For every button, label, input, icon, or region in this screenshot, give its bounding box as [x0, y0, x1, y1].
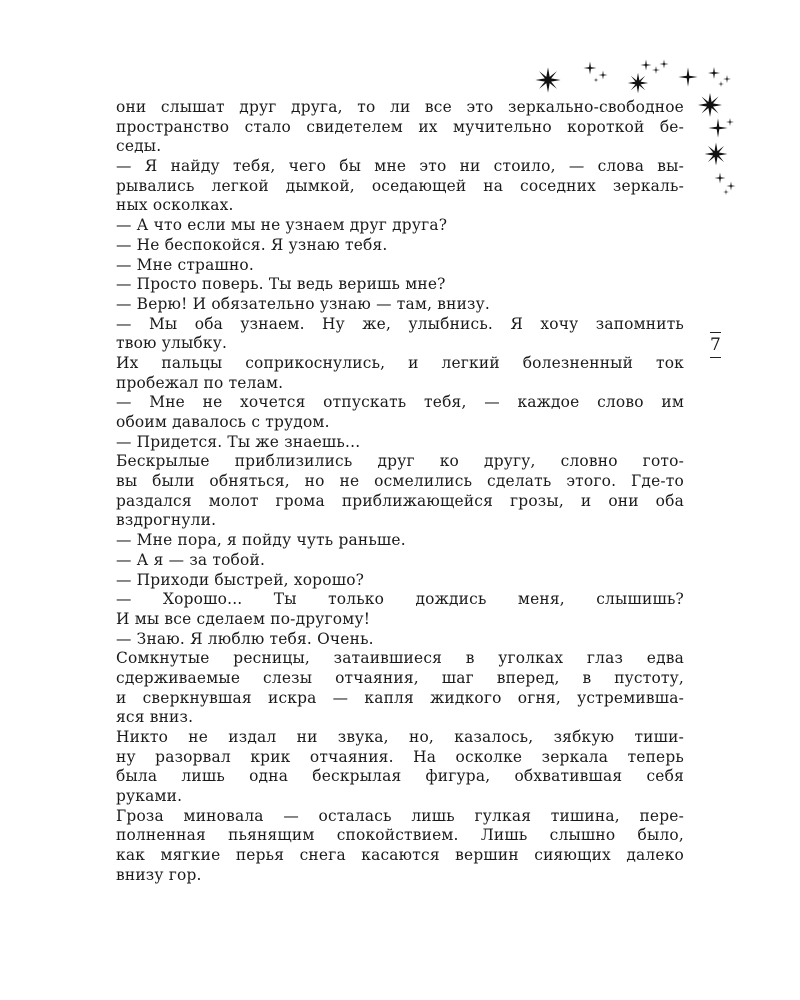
star-icon: [708, 118, 727, 137]
star-icon: [584, 62, 597, 75]
text-line: и сверкнувшая искра — капля жидкого огня, устремивша-: [116, 688, 684, 707]
text-line: — Верю! И обязательно узнаю — там, внизу.: [116, 294, 490, 313]
text-line: пространство стало свидетелем их мучительно короткой бе-: [116, 117, 684, 136]
star-icon: [715, 173, 726, 184]
text-line: руками.: [116, 787, 183, 806]
text-line: была лишь одна бескрылая фигура, обхватившая себя: [116, 767, 684, 786]
text-line: вздрогнули.: [116, 511, 217, 530]
star-icon: [705, 143, 728, 166]
text-line: — Мне пора, я пойду чуть раньше.: [116, 531, 406, 550]
text-line: седы.: [116, 137, 162, 156]
star-icon: [726, 118, 734, 126]
star-icon: [723, 75, 731, 83]
star-icon: [708, 67, 720, 79]
text-line: полненная пьянящим спокойствием. Лишь слышно было,: [116, 826, 684, 845]
text-line: пробежал по телам.: [116, 373, 284, 392]
star-icon: [660, 60, 669, 69]
text-line: сдерживаемые слезы отчаяния, шаг вперед, в пустоту,: [116, 668, 684, 687]
star-icon: [723, 189, 729, 195]
text-line: — Мне не хочется отпускать тебя, — каждое слово им: [116, 393, 684, 412]
text-line: Сомкнутые ресницы, затаившиеся в уголках глаз едва: [116, 649, 684, 668]
page-text: [116, 98, 684, 886]
text-line: Никто не издал ни звука, но, казалось, зябкую тиши-: [116, 728, 684, 746]
star-icon: [678, 67, 697, 86]
text-line: как мягкие перья снега касаются вершин сияющих далеко: [116, 846, 684, 865]
star-icon: [727, 182, 736, 191]
text-line: — Знаю. Я люблю тебя. Очень.: [116, 629, 374, 648]
text-line: — Придется. Ты же знаешь...: [116, 432, 361, 451]
text-line: — А я — за тобой.: [116, 550, 266, 569]
text-line: обоим давалось с трудом.: [116, 413, 330, 431]
star-icon: [652, 66, 660, 74]
text-line: — Просто поверь. Ты ведь веришь мне?: [116, 275, 446, 294]
star-icon: [641, 60, 652, 71]
text-line: И мы все сделаем по-другому!: [116, 609, 371, 628]
text-line: Гроза миновала — осталась лишь гулкая тишина, пере-: [116, 806, 684, 825]
star-icon: [698, 93, 722, 117]
text-line: вы были обняться, но не осмелились сделать этого. Где-то: [116, 472, 684, 491]
star-icon: [535, 67, 560, 92]
text-line: яся вниз.: [116, 708, 194, 727]
text-line: — Мы оба узнаем. Ну же, улыбнись. Я хочу запомнить: [116, 314, 684, 333]
text-line: Бескрылые приблизились друг ко другу, словно гото-: [116, 452, 684, 471]
text-line: твою улыбку.: [116, 334, 228, 353]
text-line: — Я найду тебя, чего бы мне это ни стоило, — слова вы-: [116, 157, 684, 176]
text-line: ных осколках.: [116, 196, 234, 215]
text-line: — А что если мы не узнаем друг друга?: [116, 216, 448, 235]
text-line: Их пальцы соприкоснулись, и легкий болезненный ток: [116, 353, 684, 372]
text-line: внизу гор.: [116, 865, 202, 884]
text-line: рывались легкой дымкой, оседающей на соседних зеркаль-: [116, 176, 684, 195]
star-icon: [718, 81, 724, 87]
text-line: — Приходи быстрей, хорошо?: [116, 570, 365, 589]
star-icon: [599, 71, 608, 80]
page-number: 7: [710, 332, 721, 358]
text-line: — Хорошо... Ты только дождись меня, слышишь?: [116, 590, 684, 609]
text-line: — Не беспокойся. Я узнаю тебя.: [116, 235, 388, 254]
text-line: они слышат друг друга, то ли все это зеркально-свободное: [116, 98, 684, 116]
star-icon: [628, 73, 648, 93]
star-icon: [594, 78, 599, 83]
text-line: раздался молот грома приближающейся грозы, и они оба: [116, 491, 684, 510]
text-line: ну разорвал крик отчаяния. На осколке зеркала теперь: [116, 747, 684, 766]
text-line: — Мне страшно.: [116, 255, 254, 274]
